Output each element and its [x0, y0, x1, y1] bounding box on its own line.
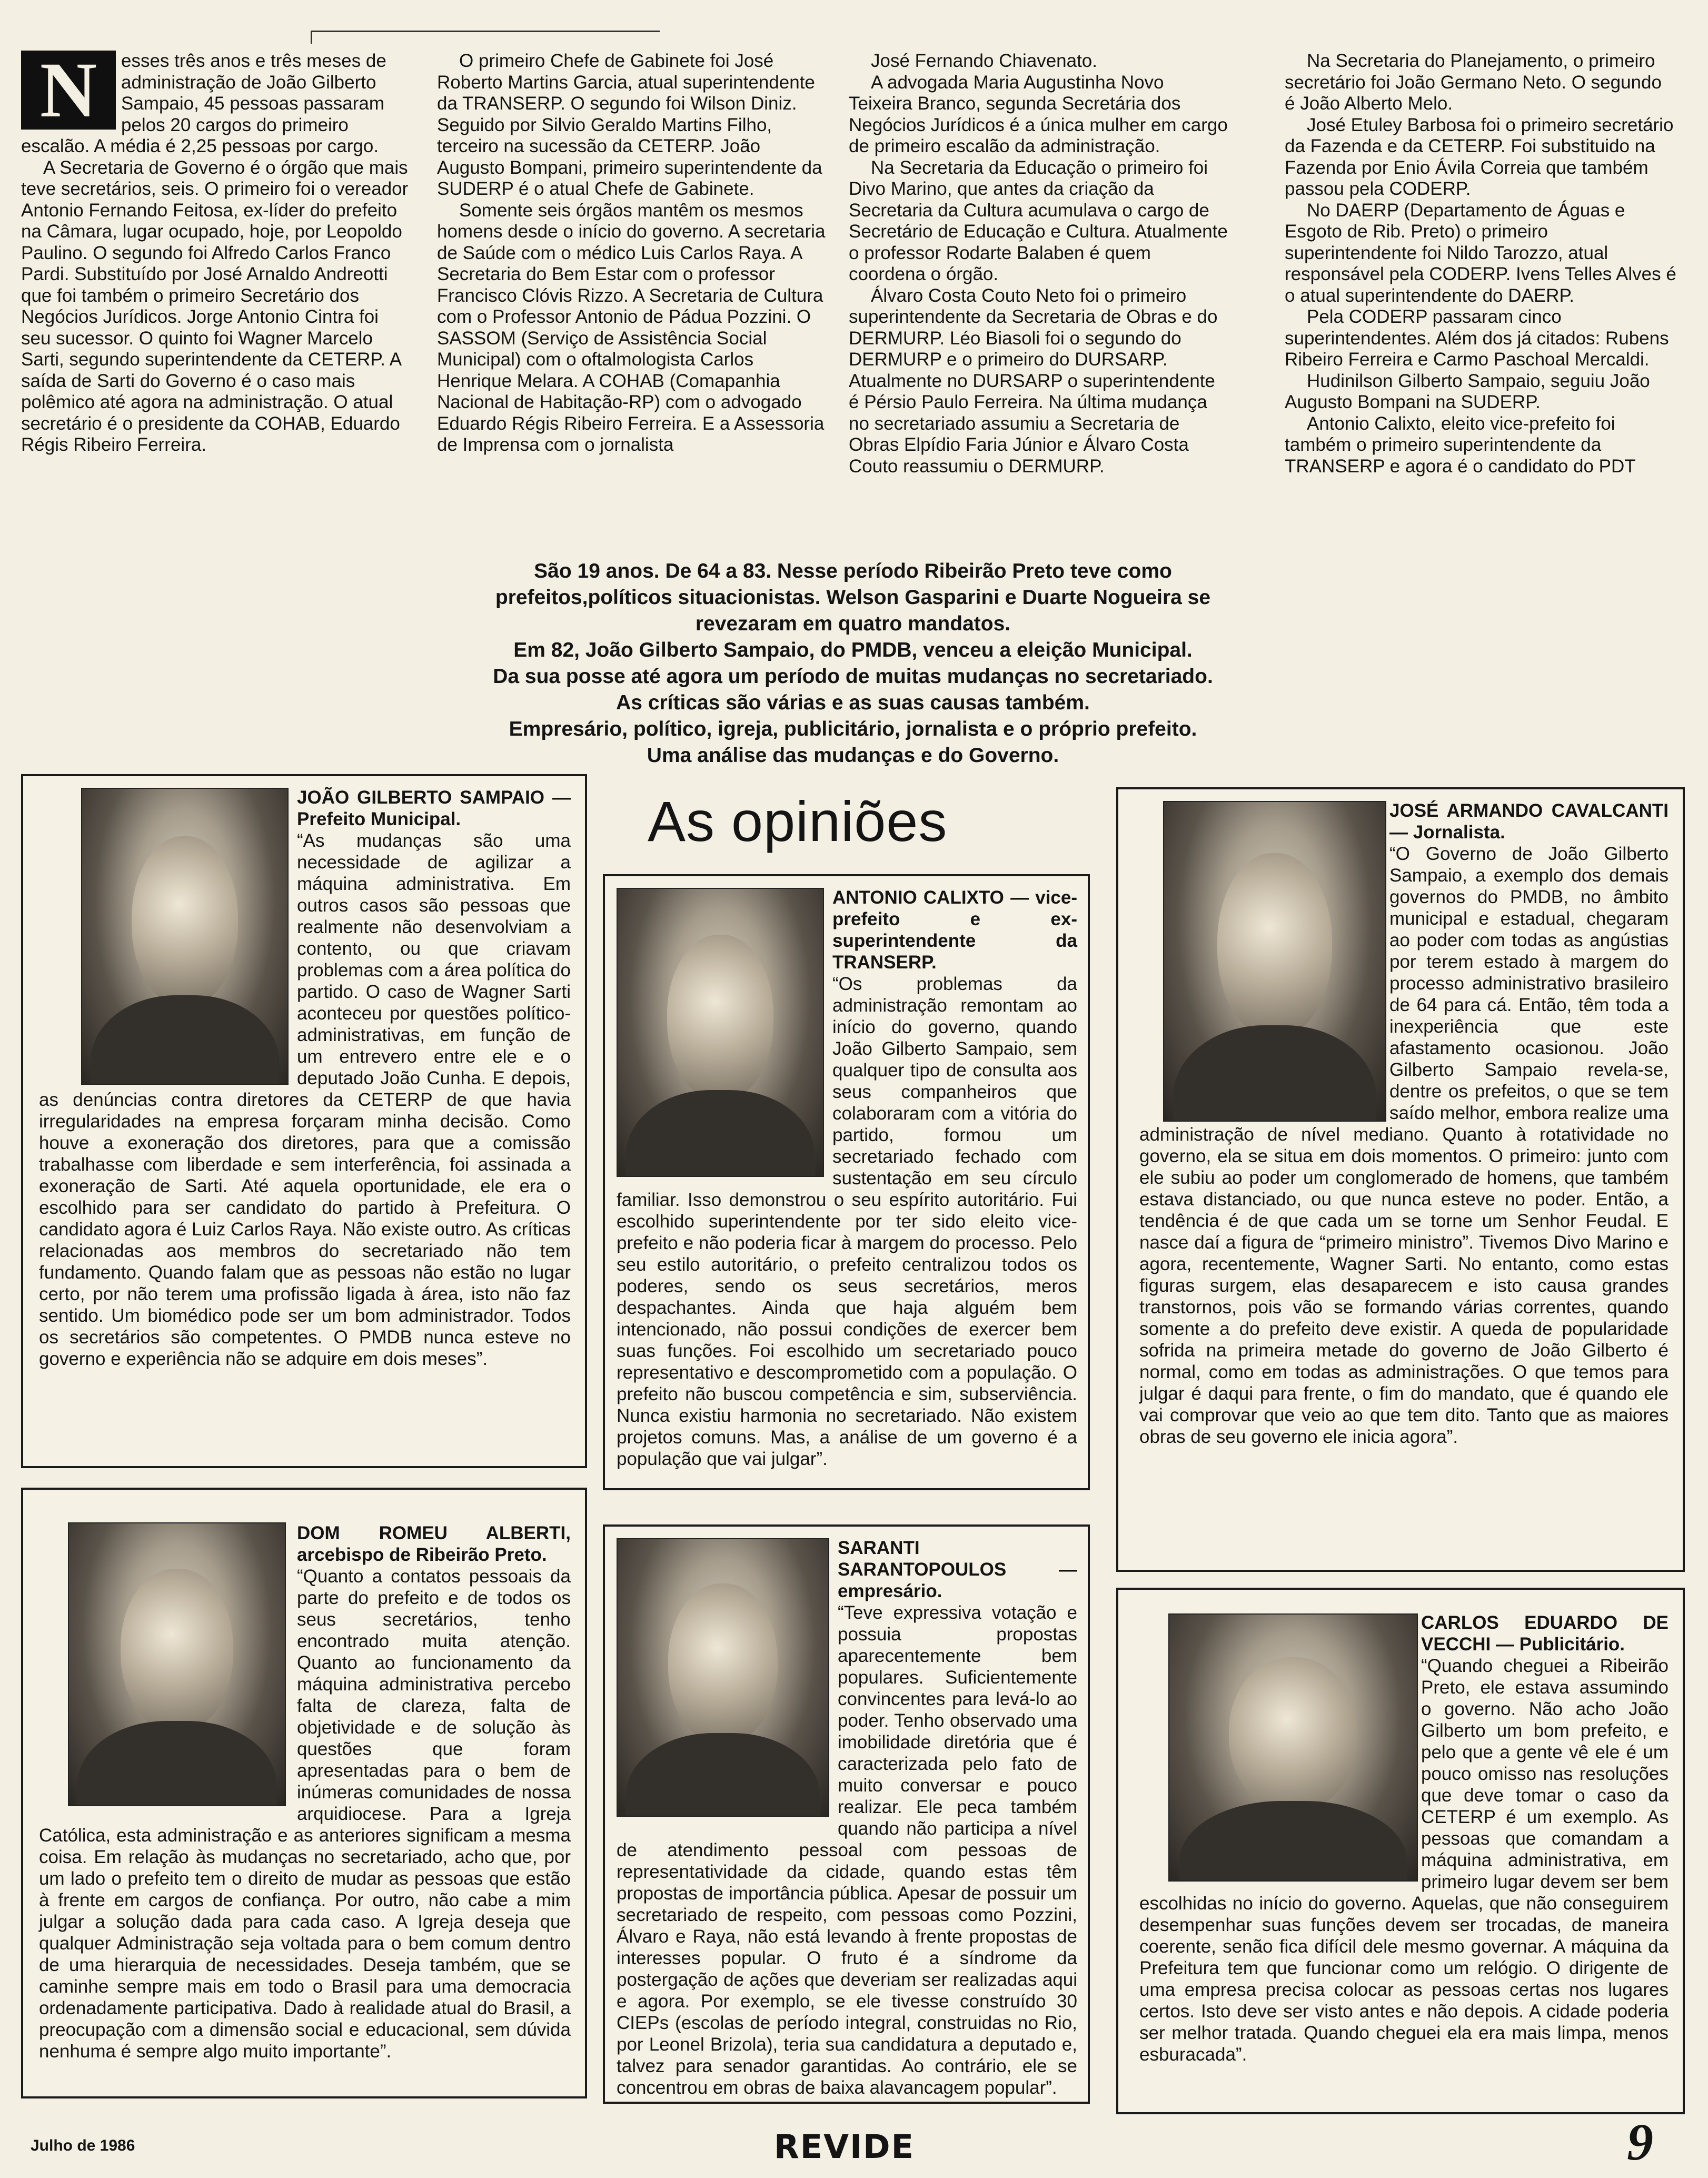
opinion-quote: “Quanto a contatos pessoais da parte do prefeito e de todos os seus secretários, tenho encontrado muita atenção. Quanto ao funcionamento da máquina administrativa percebo falta de clareza, falta de objetividade e de solução às questões que foram apresentadas para o bem de inúmeras comunidades de nossa arquidiocese. Para a Igreja Católica, esta administração e as anteriores significam a mesma coisa. Em relação às mudanças no secretariado, acho que, por um lado o prefeito tem o direito de mudar as pessoas que estão à frente em cargos de confiança. Por outro, não cabe a mim julgar a solução dada para cada caso. A Igreja deseja que qualquer Administração seja voltada para o bem comum dentro de uma hierarquia de necessidades. Deseja também, que se caminhe sempre mais em todo o Brasil para uma democracia ordenadamente participativa. Dado à realidade atual do Brasil, a preocupação com a dimensão social e educacional, sem dúvida nenhuma é sempre algo muito importante”.: [39, 1566, 571, 2062]
opinion-box-cavalcanti: [1116, 787, 1685, 1572]
article-paragraph: esses três anos e três meses de administração de João Gilberto Sampaio, 45 pessoas passaram pelos 20 cargos do primeiro escalão. A média é 2,25 pessoas por cargo.: [21, 51, 386, 156]
decorative-frame-line: [311, 31, 660, 44]
article-paragraph: José Etuley Barbosa foi o primeiro secretário da Fazenda e da CETERP. Foi substituido na Fazenda por Enio Ávila Correia que também passou pela CODERP.: [1285, 114, 1674, 199]
intro-line: Em 82, João Gilberto Sampaio, do PMDB, venceu a eleição Municipal.: [513, 639, 1193, 661]
intro-line: revezaram em quatro mandatos.: [695, 612, 1011, 635]
opinion-quote: “Os problemas da administração remontam ao início do governo, quando João Gilberto Sampaio, sem qualquer tipo de consulta aos seus companheiros que colaboraram com a vitória do partido, formou um secretariado fechado com sustentação em seu círculo familiar. Isso demonstrou o seu espírito autoritário. Fui escolhido superintendente por ter sido eleito vice-prefeito e não poderia ficar à margem do processo. Pelo seu estilo autoritário, o prefeito centralizou todos os poderes, sendo os seus secretários, meros despachantes. Ainda que haja alguém bem intencionado, não possui condições de exercer bem suas funções. Foi escolhido um secretariado pouco representativo e descomprometido com a população. O prefeito não buscou competência e sim, subserviência. Nunca existiu harmonia no secretariado. Não existem projetos comuns. Mas, a análise de um governo é a população que vai julgar”.: [617, 974, 1077, 1469]
opinion-box-vecchi: [1116, 1588, 1685, 2114]
intro-summary: [300, 558, 1406, 769]
opinion-role: — Publicitário.: [1495, 1634, 1625, 1655]
opinion-name: JOSÉ ARMANDO CAVALCANTI: [1389, 800, 1669, 821]
article-paragraph: Antonio Calixto, eleito vice-prefeito foi também o primeiro superintendente da TRANSERP e agora é o candidato do PDT: [1285, 413, 1636, 477]
article-paragraph: Na Secretaria do Planejamento, o primeiro secretário foi João Germano Neto. O segundo é João Alberto Melo.: [1285, 51, 1662, 114]
intro-line: prefeitos,políticos situacionistas. Welson Gasparini e Duarte Nogueira se: [495, 586, 1211, 609]
opinion-name: JOÃO GILBERTO SAMPAIO: [297, 787, 545, 808]
article-column-4: [1285, 51, 1677, 477]
article-paragraph: Somente seis órgãos mantêm os mesmos homens desde o início do governo. A secretaria de Saúde com o médico Luis Carlos Raya. A Secretaria do Bem Estar com o professor Francisco Clóvis Rizzo. A Secretaria de Cultura com o Professor Antonio de Pádua Pozzini. O SASSOM (Serviço de Assistência Social Municipal) com o oftalmologista Carlos Henrique Melara. A COHAB (Comapanhia Nacional de Habitação-RP) com o advogado Eduardo Régis Ribeiro Ferreira. E a Assessoria de Imprensa com o jornalista: [437, 200, 826, 455]
opinion-role: — vice-prefeito e ex-superintendente da TRANSERP.: [832, 887, 1077, 973]
opinion-name: SARANTI SARANTOPOULOS: [838, 1538, 1007, 1580]
article-column-1: [21, 46, 413, 456]
article-paragraph: O primeiro Chefe de Gabinete foi José Roberto Martins Garcia, atual superintendente da TRANSERP. O segundo foi Wilson Diniz. Seguido por Silvio Geraldo Martins Filho, terceiro na sucessão da CETERP. João Augusto Bompani, primeiro superintendente da SUDERP é o atual Chefe de Gabinete.: [437, 51, 822, 199]
drop-cap: N: [21, 51, 116, 130]
opinion-box-sampaio: [21, 774, 587, 1468]
opinion-role: — Jornalista.: [1389, 822, 1505, 843]
intro-line: Da sua posse até agora um período de muitas mudanças no secretariado.: [493, 665, 1213, 688]
article-paragraph: Na Secretaria da Educação o primeiro foi Divo Marino, que antes da criação da Secretaria da Cultura acumulava o cargo de Secretário de Educação e Cultura. Atualmente o professor Rodarte Balaben é quem coordena o órgão.: [849, 157, 1228, 284]
article-column-2: [437, 51, 829, 456]
article-paragraph: A advogada Maria Augustinha Novo Teixeira Branco, segunda Secretária dos Negócios Jurídicos é a única mulher em cargo de primeiro escalão da administração.: [849, 72, 1228, 156]
opinion-quote: “O Governo de João Gilberto Sampaio, a exemplo dos demais governos do PMDB, no âmbito municipal e estadual, chegaram ao poder com todas as angústias por terem estado à margem do processo administrativo brasileiro de 64 para cá. Então, têm toda a inexperiência que este afastamento ocasionou. João Gilberto Sampaio revela-se, dentre os prefeitos, o que se tem saído melhor, embora realize uma administração de nível mediano. Quanto à rotatividade no governo, ela se situa em dois momentos. O primeiro: junto com ele subiu ao poder um conglomerado de homens, que também estava distanciado, ou que nunca esteve no poder. Então, a tendência é de que cada um se torne um Senhor Feudal. E nasce daí a figura de “primeiro ministro”. Tivemos Divo Marino e agora, recentemente, Wagner Sarti. No entanto, como estas figuras surgem, elas desaparecem e isto causa grandes transtornos, pois vão se formando várias correntes, quando somente a do prefeito deve existir. A queda de popularidade sofrida na primeira metade do governo de João Gilberto é normal, como em todas as administrações. O que temos para julgar é daqui para frente, o fim do mandato, que é quando ele vai comprovar que veio ao que tem dito. Tanto que as maiores obras de seu governo ele inicia agora”.: [1139, 844, 1669, 1447]
opinion-box-sarantopoulos: [603, 1524, 1090, 2104]
opinion-role: — Prefeito Municipal.: [297, 787, 571, 829]
intro-line: Uma análise das mudanças e do Governo.: [647, 744, 1059, 767]
opinion-name: CARLOS EDUARDO DE VECCHI: [1421, 1612, 1669, 1655]
opinion-quote: “As mudanças são uma necessidade de agilizar a máquina administrativa. Em outros casos são pessoas que realmente não desenvolviam a contento, ou que criavam problemas com a área política do partido. O caso de Wagner Sarti aconteceu por questões político-administrativas, em função de um entrevero entre ele e o deputado João Cunha. E depois, as denúncias contra diretores da CETERP de que havia irregularidades na empresa forçaram minha decisão. Como houve a exoneração dos diretores, para que a comissão trabalhasse com liberdade e sem interferência, foi assinada a exoneração de Sarti. Até aquela oportunidade, ele era o escolhido para ser candidato do partido à Prefeitura. O candidato agora é Luiz Carlos Raya. Não existe outro. As críticas relacionadas aos membros do secretariado não tem fundamento. Quando falam que as pessoas não estão no lugar certo, por não terem uma profissão ligada à área, isto não faz sentido. Um biomédico pode ser um bom administrador. Todos os secretários são competentes. O PMDB nunca esteve no governo e experiência não se adquire em dois meses”.: [39, 830, 571, 1369]
article-paragraph: A Secretaria de Governo é o órgão que mais teve secretários, seis. O primeiro foi o vereador Antonio Fernando Feitosa, ex-líder do prefeito na Câmara, lugar ocupado, hoje, por Leopoldo Paulino. O segundo foi Alfredo Carlos Franco Pardi. Substituído por José Arnaldo Andreotti que foi também o primeiro Secretário dos Negócios Jurídicos. Jorge Antonio Cintra foi seu sucessor. O quinto foi Wagner Marcelo Sarti, segundo superintendente da CETERP. A saída de Sarti do Governo é o caso mais polêmico até agora na administração. O atual secretário é o presidente da COHAB, Eduardo Régis Ribeiro Ferreira.: [21, 157, 409, 455]
opinion-text: [617, 887, 1077, 1470]
opinion-text: [39, 787, 571, 1370]
article-paragraph: No DAERP (Departamento de Águas e Esgoto de Rib. Preto) o primeiro superintendente foi Nildo Tarozzo, atual responsável pela CODERP. Ivens Telles Alves é o atual superintendente do DAERP.: [1285, 200, 1676, 306]
opinion-name: ANTONIO CALIXTO: [832, 887, 1004, 908]
page-number: 9: [1627, 2113, 1653, 2171]
opinion-name: DOM ROMEU ALBERTI,: [297, 1523, 571, 1543]
opinion-text: [617, 1537, 1077, 2098]
opinion-role: — empresário.: [838, 1559, 1077, 1601]
magazine-logo: REVIDE: [774, 2127, 915, 2166]
opinion-text: [1139, 800, 1669, 1448]
opinion-quote: “Quando cheguei a Ribeirão Preto, ele estava assumindo o governo. Não acho João Gilberto um bom prefeito, e pelo que a gente vê ele é um pouco omisso nas resoluções que deve tomar o caso da CETERP é um exemplo. As pessoas que comandam a máquina administrativa, em primeiro lugar devem ser bem escolhidas no início do governo. Aquelas, que não conseguirem desempenhar suas funções devem ser trocadas, de maneira coerente, senão fica difícil dele mesmo governar. A máquina da Prefeitura tem que funcionar como um relógio. O dirigente de uma empresa precisa colocar as pessoas certas nos lugares certos. Isto deve ser visto antes e não depois. A cidade poderia ser melhor tratada. Quando cheguei ela era mais limpa, menos esburacada”.: [1139, 1656, 1669, 2065]
opinion-role: arcebispo de Ribeirão Preto.: [297, 1545, 547, 1565]
opinion-quote: “Teve expressiva votação e possuia propostas aparecentemente bem populares. Suficientemente convincentes para levá-lo ao poder. Tenho observado uma imobilidade diretória que é caracterizada pelo fato de muito conversar e pouco realizar. Ele peca também quando não participa a nível de atendimento pessoal com pessoas de representatividade da cidade, quando estas têm propostas de importância pública. Apesar de possuir um secretariado de respeito, com pessoas como Pozzini, Álvaro e Raya, não está levando à frente propostas de interesses popular. O fruto é a síndrome da postergação de ações que deveriam ser realizadas aqui e agora. Por exemplo, se ele tivesse construído 30 CIEPs (escolas de período integral, construidas no Rio, por Leonel Brizola), teria sua candidatura a deputado e, talvez para senador garantidas. Ao contrário, ele se concentrou em obras de baixa alavancagem popular”.: [617, 1602, 1077, 2098]
article-paragraph: José Fernando Chiavenato.: [871, 51, 1097, 71]
opinion-text: [39, 1522, 571, 2062]
article-paragraph: Pela CODERP passaram cinco superintendentes. Além dos já citados: Rubens Ribeiro Ferreira e Carmo Paschoal Mercaldi.: [1285, 306, 1669, 370]
intro-line: Empresário, político, igreja, publicitário, jornalista e o próprio prefeito.: [509, 718, 1197, 740]
issue-date: Julho de 1986: [31, 2137, 135, 2154]
section-title: As opiniões: [648, 789, 948, 853]
article-paragraph: Álvaro Costa Couto Neto foi o primeiro superintendente da Secretaria de Obras e do DERMURP. Léo Biasoli foi o segundo do DERMURP e o primeiro do DURSARP. Atualmente no DURSARP o superintendente é Pérsio Paulo Ferreira. Na última mudança no secretariado assumiu a Secretaria de Obras Elpídio Faria Júnior e Álvaro Costa Couto reassumiu o DERMURP.: [849, 285, 1218, 477]
intro-line: As críticas são várias e as suas causas também.: [616, 691, 1090, 714]
intro-line: São 19 anos. De 64 a 83. Nesse período Ribeirão Preto teve como: [534, 560, 1172, 582]
opinion-text: [1139, 1612, 1669, 2065]
opinion-box-calixto: [603, 874, 1090, 1490]
article-column-3: [849, 51, 1228, 477]
opinion-box-alberti: [21, 1488, 587, 2098]
article-paragraph: Hudinilson Gilberto Sampaio, seguiu João Augusto Bompani na SUDERP.: [1285, 370, 1650, 412]
